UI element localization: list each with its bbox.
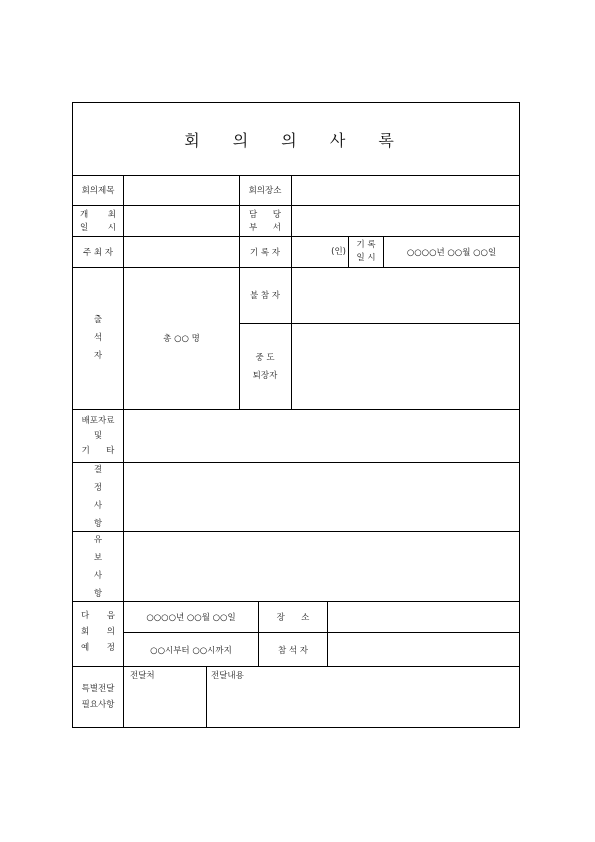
host-field[interactable] [124,236,239,267]
absent-label: 불 참 자 [249,291,281,301]
record-date-value[interactable]: ○○○○년 ○○월 ○○일 [406,247,497,258]
meeting-minutes-form [72,102,520,728]
page-title: 회 의 의 사 록 [73,103,519,176]
datetime-field[interactable] [124,205,239,236]
pending-label: 유 보 사 항 [93,534,103,599]
next-meeting-label: 다 음 회 의 예 정 [81,611,115,653]
pending-field[interactable] [124,532,519,601]
next-meeting-attendee-field[interactable] [328,633,519,666]
datetime-label: 개 최 일 시 [80,210,116,233]
decisions-label: 결 정 사 항 [93,465,103,529]
next-meeting-place-field[interactable] [328,602,519,632]
seal-mark: (인) [331,247,346,257]
attendees-label: 출 석 자 [93,315,103,361]
content-field[interactable] [207,667,519,727]
handouts-field[interactable] [124,410,519,462]
attendee-total[interactable]: 총 ○○ 명 [163,334,200,344]
department-field[interactable] [292,205,519,236]
record-date-label: 기 록 일 시 [356,239,376,263]
meeting-place-label: 회의장소 [248,186,282,196]
host-label: 주 최 자 [82,247,114,258]
handouts-label: 배포자료 및 기 타 [81,415,115,456]
next-meeting-place-label: 장 소 [276,613,310,623]
absent-field[interactable] [292,267,519,323]
recorder-field[interactable] [292,236,348,267]
special-label: 특별전달 필요사항 [81,684,115,710]
left-early-label: 중 도 퇴장자 [252,352,278,381]
content-label: 전달내용 [211,671,244,681]
meeting-title-field[interactable] [124,175,239,205]
recipient-field[interactable] [124,667,206,727]
meeting-place-field[interactable] [292,175,519,205]
next-meeting-date[interactable]: ○○○○년 ○○월 ○○일 [146,613,236,623]
meeting-title-label: 회의제목 [81,186,115,196]
recipient-label: 전달처 [130,671,155,681]
next-meeting-time[interactable]: ○○시부터 ○○시까지 [150,645,232,656]
recorder-label: 기 록 자 [249,247,281,258]
left-early-field[interactable] [292,324,519,409]
decisions-field[interactable] [124,463,519,531]
next-meeting-attendee-label: 참 석 자 [277,645,309,656]
department-label: 담 당 부 서 [249,210,281,233]
